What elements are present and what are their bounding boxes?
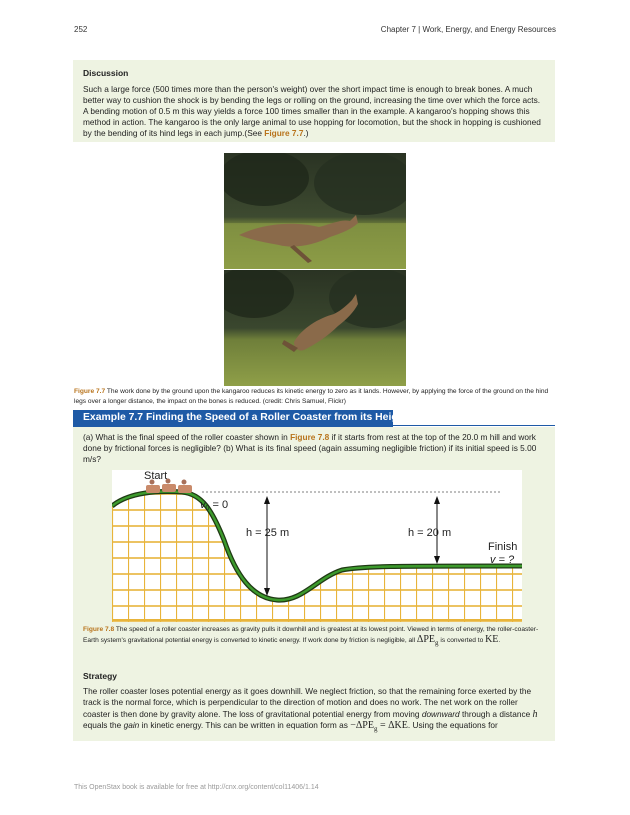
finish-label: Finish bbox=[488, 541, 518, 553]
figure-7-8-text-b: is converted to bbox=[438, 636, 486, 644]
chapter-header: Chapter 7 | Work, Energy, and Energy Resources bbox=[380, 25, 556, 34]
page-number: 252 bbox=[74, 25, 88, 34]
kangaroo-photo-top bbox=[224, 153, 406, 269]
question-part-b: if it starts from rest at the top of the 20.0 m hill and work done by frictional forces is negligible? (b) What is its final speed (again assuming negligible friction) if its initial speed is 5.00 m/s? bbox=[83, 432, 537, 464]
example-title: Example 7.7 Finding the Speed of a Roller Coaster from its Height bbox=[83, 412, 408, 423]
figure-7-7-caption bbox=[74, 387, 556, 406]
discussion-body: Such a large force (500 times more than the person's weight) over the short impact time is enough to break bones. A much better way to cushion the shock is by bending the legs or rolling on the ground, increasing the time over which the force acts. A bending motion of 0.5 m this way yields a force 100 times smaller than in the example. A kangaroo's hopping shows this method in action. The kangaroo is the only large animal to use hopping for locomotion, but the shock in hopping is cushioned by the bending of its hind legs in each jump.(See bbox=[83, 84, 541, 138]
discussion-title: Discussion bbox=[83, 68, 129, 78]
figure-7-8-caption bbox=[83, 625, 548, 648]
delta-pe-symbol: $\Delta PE_g$ bbox=[416, 633, 439, 647]
figure-7-7-text: The work done by the ground upon the kangaroo reduces its kinetic energy to zero as it lands. However, by applying the force of the ground on the hind legs over a longer distance, the impact on the bones is reduced. (credit: Chris Samuel, Flickr) bbox=[74, 388, 549, 405]
figure-7-8-label: Figure 7.8 bbox=[83, 626, 115, 633]
discussion-end: .) bbox=[303, 128, 309, 138]
figure-7-8-text-a: The speed of a roller coaster increases as gravity pulls it downhill and is greatest at its lowest point. Viewed in terms of energy, the roller-coaster-Earth system's gravitational potential energy is converted to kinetic energy. If work done by friction is negligible, all bbox=[83, 626, 539, 644]
strategy-text: The roller coaster loses potential energy as it goes downhill. We neglect friction, so that the remaining force exerted by the track is the normal force, which is perpendicular to the direction of motion and does no work. The net work on the roller coaster is then done by gravity alone. The loss of gravitational potential energy from moving downward through a distance h equals the gain in kinetic energy. This can be written in equation form as $-\Delta PE_g = \Delta KE$. Using the equations for bbox=[83, 686, 538, 734]
figure-7-7-link[interactable]: Figure 7.7 bbox=[264, 128, 304, 138]
start-label: Start bbox=[144, 470, 168, 482]
energy-equation: $-\Delta PE_g = \Delta KE$ bbox=[350, 720, 408, 734]
ke-symbol: KE bbox=[485, 633, 499, 645]
strategy-title: Strategy bbox=[83, 671, 118, 681]
footer-note: This OpenStax book is available for free at http://cnx.org/content/col11406/1.14 bbox=[74, 784, 319, 791]
example-question bbox=[83, 432, 548, 465]
kangaroo-photo-bottom bbox=[224, 270, 406, 386]
figure-7-8-text-c: . bbox=[498, 636, 501, 644]
discussion-text bbox=[83, 84, 545, 139]
figure-7-8-link[interactable]: Figure 7.8 bbox=[290, 432, 330, 442]
example-title-rule bbox=[393, 425, 555, 426]
h-variable: h bbox=[532, 708, 538, 720]
height-20-label: h = 20 m bbox=[408, 527, 452, 539]
roller-coaster-diagram bbox=[112, 470, 522, 622]
final-velocity-label: v = ? bbox=[490, 554, 515, 566]
v0-label: v0 = 0 bbox=[200, 499, 229, 512]
figure-7-7-label: Figure 7.7 bbox=[74, 388, 106, 395]
question-part-a: (a) What is the final speed of the roller coaster shown in bbox=[83, 432, 291, 442]
height-25-label: h = 25 m bbox=[246, 527, 290, 539]
